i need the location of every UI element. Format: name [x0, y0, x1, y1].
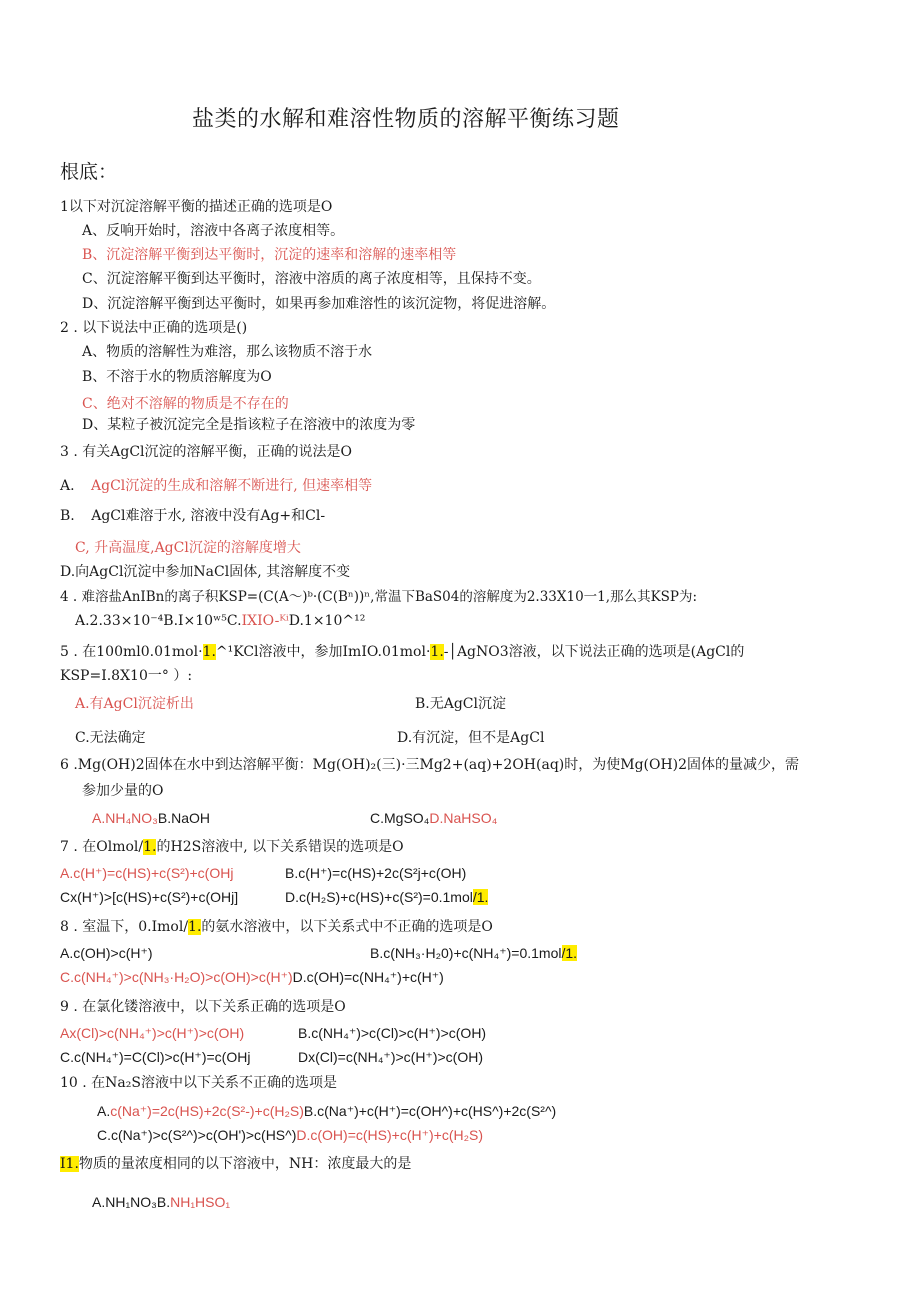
q11-option-b: NH₁HSO₁ [170, 1194, 231, 1210]
q11-options [92, 1193, 230, 1211]
q1-stem: 1以下对沉淀溶解平衡的描述正确的选项是O [60, 199, 333, 215]
q6-stem-line2: 参加少量的O [82, 783, 164, 799]
q5-option-a: A.有AgCl沉淀析出 [75, 696, 194, 712]
q6-option-b: B.NaOH [157, 810, 210, 826]
q6-option-d: D.NaHSO₄ [429, 810, 498, 826]
section-heading: 根底： [60, 161, 118, 183]
q3-option-b-label: B. [60, 508, 75, 524]
q3-stem: 3 . 有关AgCl沉淀的溶解平衡，正确的说法是O [60, 444, 352, 460]
q5-stem-part3: -│AgNO3溶液，以下说法正确的选项是(AgCl的 [443, 644, 745, 660]
q3-option-a-text: AgCl沉淀的生成和溶解不断进行, 但速率相等 [91, 478, 373, 494]
q6-options-cd [370, 809, 497, 827]
q11-stem [60, 1155, 411, 1173]
q10-option-b: B.c(Na⁺)+c(H⁺)=c(OH^)+c(HS^)+2c(S²^) [303, 1103, 557, 1119]
q2-option-c: C、绝对不溶解的物质是不存在的 [82, 396, 289, 412]
q9-stem: 9 . 在氯化镂溶液中，以下关系正确的选项是O [60, 999, 346, 1015]
q3-option-b [60, 507, 325, 525]
q2-stem: 2 . 以下说法中正确的选项是() [60, 320, 248, 336]
q6-option-c: C.MgSO₄ [370, 810, 430, 826]
q7-stem-part2: 的H2S溶液中, 以下关系错误的选项是O [156, 839, 404, 855]
q8-stem [60, 918, 493, 936]
q10-option-c: C.c(Na⁺)>c(S²^)>c(OH')>c(HS^) [97, 1127, 297, 1143]
q11-option-a: A.NH₁NO₃B. [92, 1194, 171, 1210]
q8-stem-part2: 的氨水溶液中，以下关系式中不正确的选项是O [201, 919, 493, 935]
q8-highlight: 1. [188, 919, 202, 935]
q5-option-b: B.无AgCl沉淀 [415, 696, 506, 712]
q3-option-a-label: A. [60, 478, 75, 494]
q8-option-c: C.c(NH₄⁺)>c(NH₃·H₂O)>c(OH)>c(H⁺) [60, 969, 293, 985]
q7-option-b: B.c(H⁺)=c(HS)+2c(S²j+c(OH) [285, 865, 467, 881]
q2-option-a: A、物质的溶解性为难溶，那么该物质不溶于水 [82, 344, 373, 360]
q2-option-b: B、不溶于水的物质溶解度为O [82, 369, 272, 385]
q7-option-a: A.c(H⁺)=c(HS)+c(S²)+c(OHj [60, 865, 234, 881]
q3-option-c: C, 升高温度,AgCl沉淀的溶解度增大 [75, 540, 301, 556]
q5-option-c: C.无法确定 [75, 730, 146, 746]
q6-stem: 6 .Mg(OH)2固体在水中到达溶解平衡：Mg(OH)₂(三)·三Mg2+(aq)+2OH(aq)时，为使Mg(OH)2固体的量减少，需 [60, 757, 800, 773]
q2-option-d: D、某粒子被沉淀完全是指该粒子在溶液中的浓度为零 [82, 417, 416, 433]
q10-options-ab [97, 1102, 556, 1120]
q9-option-c: C.c(NH₄⁺)=C(Cl)>c(H⁺)=c(OHj [60, 1049, 251, 1065]
q8-option-b-text: B.c(NH₃·H₂0)+c(NH₄⁺)=0.1mol [370, 945, 562, 961]
q10-option-a: c(Na⁺)=2c(HS)+2c(S²-)+c(H₂S) [110, 1103, 304, 1119]
q3-option-d: D.向AgCl沉淀中参加NaCl固体, 其溶解度不变 [60, 564, 351, 580]
q8-stem-part1: 8 . 室温下，0.Imol/ [60, 919, 189, 935]
q8-option-b [370, 944, 577, 962]
q5-stem-part1: 5 . 在100ml0.01mol· [60, 644, 203, 660]
q10-option-d: D.c(OH)=c(HS)+c(H⁺)+c(H₂S) [296, 1127, 484, 1143]
q11-highlight: I1. [60, 1156, 79, 1172]
q3-option-b-text: AgCl难溶于水, 溶液中没有Ag+和Cl- [91, 508, 326, 524]
q9-option-b: B.c(NH₄⁺)>c(Cl)>c(H⁺)>c(OH) [298, 1025, 487, 1041]
q5-stem [60, 643, 744, 661]
q7-option-d [285, 888, 488, 906]
q1-option-d: D、沉淀溶解平衡到达平衡时，如果再参加难溶性的该沉淀物，将促进溶解。 [82, 296, 556, 312]
q5-option-d: D.有沉淀，但不是AgCl [397, 730, 545, 746]
q4-options-ab: A.2.33×10⁻⁴B.I×10ʷ⁵C. [75, 613, 242, 629]
q8-option-b-highlight: /1. [561, 945, 578, 961]
q8-options-cd [60, 968, 444, 986]
q8-option-d: D.c(OH)=c(NH₄⁺)+c(H⁺) [292, 969, 444, 985]
q3-option-a [60, 477, 372, 495]
q7-highlight: 1. [143, 839, 157, 855]
q1-option-b: B、沉淀溶解平衡到达平衡时，沉淀的速率和溶解的速率相等 [82, 247, 457, 263]
q7-option-c: Cx(H⁺)>[c(HS)+c(S²)+c(OHj] [60, 889, 239, 905]
q5-highlight-2: 1. [430, 644, 444, 660]
q10-options-cd [97, 1126, 483, 1144]
q1-option-c: C、沉淀溶解平衡到达平衡时，溶液中溶质的离子浓度相等，且保持不变。 [82, 271, 541, 287]
q4-stem: 4 . 难溶盐AnIBn的离子积KSP=(C(A〜)ᵇ·(C(Bⁿ))ⁿ,常温下BaS04的溶解度为2.33X10一1,那么其KSP为: [60, 589, 698, 605]
q5-highlight-1: 1. [202, 644, 216, 660]
q8-option-a: A.c(OH)>c(H⁺) [60, 945, 153, 961]
q7-stem-part1: 7 . 在Olmol/ [60, 839, 144, 855]
q4-options [75, 612, 365, 630]
q5-stem-part2: ^¹KCl溶液中，参加ImIO.01mol· [215, 644, 431, 660]
q9-option-d: Dx(Cl)=c(NH₄⁺)>c(H⁺)>c(OH) [298, 1049, 483, 1065]
q10-stem: 10 . 在Na₂S溶液中以下关系不正确的选项是 [60, 1075, 337, 1091]
q11-stem-text: 物质的量浓度相同的以下溶液中，NH：浓度最大的是 [78, 1156, 412, 1172]
q7-option-d-text: D.c(H₂S)+c(HS)+c(S²)=0.1mol [285, 889, 473, 905]
q4-option-c: IXIO-ᴷⁱ [241, 613, 289, 629]
q7-stem [60, 838, 404, 856]
q4-option-d: D.1×10^¹² [288, 613, 366, 629]
q9-option-a: Ax(Cl)>c(NH₄⁺)>c(H⁺)>c(OH) [60, 1025, 245, 1041]
q5-stem-line2: KSP=I.8X10一° ）: [60, 668, 193, 684]
q7-option-d-highlight: /1. [472, 889, 489, 905]
q10-option-a-label: A. [97, 1103, 111, 1119]
page-title: 盐类的水解和难溶性物质的溶解平衡练习题 [192, 107, 620, 132]
q1-option-a: A、反响开始时，溶液中各离子浓度相等。 [82, 223, 345, 239]
q6-option-a: A.NH₄NO₃ [92, 810, 158, 826]
q6-options-ab [92, 809, 210, 827]
